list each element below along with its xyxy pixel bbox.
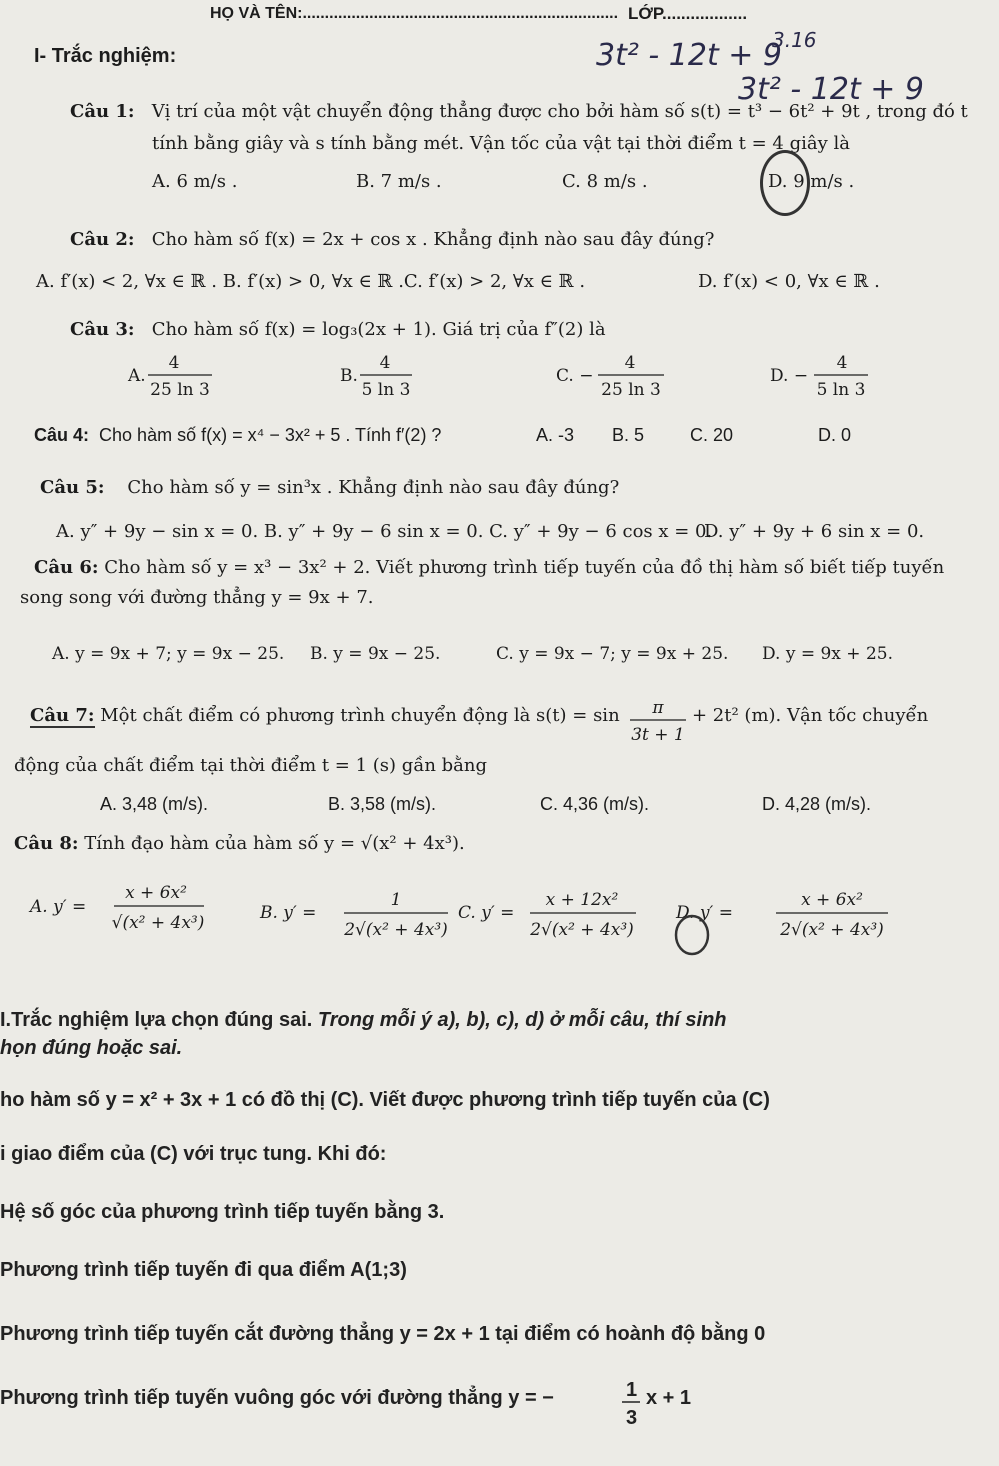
fraction-numerator: 4 (624, 353, 636, 373)
option-c: C. 20 (690, 425, 734, 445)
question-label: Câu 8: (14, 833, 79, 854)
statement-a: Hệ số góc của phương trình tiếp tuyến bằng 3. (0, 1201, 445, 1223)
fraction-numerator: x + 6x² (801, 890, 863, 910)
option-d: D. 0 (818, 425, 852, 445)
fraction-denominator: 5 ln 3 (816, 380, 866, 400)
handwritten-note: 3.16 (772, 28, 817, 52)
question-text: tính bằng giây và s tính bằng mét. Vận tốc của vật tại thời điểm t = 4 giây là (152, 133, 850, 154)
section-title (0, 1008, 727, 1032)
fraction-numerator: 1 (626, 1379, 638, 1401)
question-6 (34, 556, 944, 580)
question-text: động của chất điểm tại thời điểm t = 1 (s) gần bằng (14, 755, 488, 776)
question-text: Cho hàm số f(x) = x⁴ − 3x² + 5 . Tính f′(2) ? (99, 425, 442, 445)
option-a: A. 6 m/s . (152, 171, 238, 192)
question-label: Câu 6: (34, 557, 99, 578)
name-field-label: HỌ VÀ TÊN:....................................................................... (210, 5, 619, 22)
fraction-numerator: 1 (390, 890, 402, 910)
option-b-prefix: B. y′ = (260, 903, 317, 923)
statement-d-tail: x + 1 (646, 1387, 692, 1409)
option-b: B. 7 m/s . (356, 171, 442, 192)
statement-c: Phương trình tiếp tuyến cắt đường thẳng y = 2x + 1 tại điểm có hoành độ bằng 0 (0, 1323, 766, 1345)
question-4 (34, 423, 441, 447)
fraction-numerator: 4 (379, 353, 391, 373)
option-c: C. 4,36 (m/s). (540, 794, 650, 814)
fraction-denominator: 25 ln 3 (601, 380, 661, 400)
option-a: A. 3,48 (m/s). (100, 794, 209, 814)
option-b: B. 5 (612, 425, 645, 445)
handwritten-note: 3t² - 12t + 9 (596, 38, 783, 73)
option-a-prefix: A. (128, 366, 146, 386)
fraction-denominator: √(x² + 4x³) (111, 913, 205, 933)
option-d: D. f′(x) < 0, ∀x ∈ ℝ . (698, 271, 880, 292)
fraction-denominator: 2√(x² + 4x³) (344, 920, 448, 940)
section-title-italic: Trong mỗi ý a), b), c), d) ở mỗi câu, thí sinh (312, 1009, 727, 1031)
fraction-denominator: 3 (626, 1407, 638, 1429)
question-text: Cho hàm số y = sin³x . Khẳng định nào sau đây đúng? (127, 477, 620, 498)
option-a: A. -3 (536, 425, 575, 445)
question-8 (14, 832, 465, 856)
question-text: Cho hàm số y = x³ − 3x² + 2. Viết phương trình tiếp tuyến của đồ thị hàm số biết tiếp tuyến (104, 557, 945, 578)
option-b: B. y = 9x − 25. (310, 644, 441, 664)
option-d: D. y = 9x + 25. (762, 644, 893, 664)
question-label: Câu 1: (70, 101, 135, 122)
option-d-prefix: D. − (770, 366, 809, 386)
class-field-label: LỚP.................. (628, 4, 748, 23)
fraction-numerator: 4 (836, 353, 848, 373)
question-text: song song với đường thẳng y = 9x + 7. (20, 587, 374, 608)
question-text: Vị trí của một vật chuyển động thẳng được cho bởi hàm số s(t) = t³ − 6t² + 9t , trong đó t (151, 101, 968, 122)
fraction-denominator: 25 ln 3 (150, 380, 210, 400)
fraction-numerator: 4 (168, 353, 180, 373)
handwritten-note: 3t² - 12t + 9 (738, 72, 925, 107)
option-b: B. 3,58 (m/s). (328, 794, 437, 814)
options-a-b-c: A. f′(x) < 2, ∀x ∈ ℝ . B. f′(x) > 0, ∀x ∈ ℝ .C. f′(x) > 2, ∀x ∈ ℝ . (36, 271, 586, 292)
option-d: D. y″ + 9y + 6 sin x = 0. (704, 521, 925, 542)
fraction-numerator: x + 12x² (545, 890, 619, 910)
question-5 (40, 476, 619, 500)
question-stem: i giao điểm của (C) với trục tung. Khi đó: (0, 1143, 387, 1165)
option-a: A. y = 9x + 7; y = 9x − 25. (52, 644, 285, 664)
option-c: C. 8 m/s . (562, 171, 648, 192)
question-label: Câu 5: (40, 477, 105, 498)
question-7 (30, 704, 620, 728)
question-label: Câu 4: (34, 425, 90, 445)
option-b-prefix: B. (340, 366, 358, 386)
fraction-denominator: 2√(x² + 4x³) (780, 920, 884, 940)
options-a-b-c: A. y″ + 9y − sin x = 0. B. y″ + 9y − 6 sin x = 0. C. y″ + 9y − 6 cos x = 0. (56, 521, 713, 542)
section-instructions: họn đúng hoặc sai. (0, 1037, 183, 1059)
fraction-denominator: 5 ln 3 (361, 380, 411, 400)
question-text: + 2t² (m). Vận tốc chuyển (692, 705, 929, 726)
option-d: D. 9 m/s . (768, 171, 855, 192)
question-stem: ho hàm số y = x² + 3x + 1 có đồ thị (C). Viết được phương trình tiếp tuyến của (C) (0, 1089, 770, 1111)
option-a-prefix: A. y′ = (30, 897, 87, 917)
option-d-prefix: D. y′ = (676, 903, 733, 923)
question-text: Cho hàm số f(x) = 2x + cos x . Khẳng định nào sau đây đúng? (151, 229, 715, 250)
section-title: I- Trắc nghiệm: (34, 45, 177, 67)
option-d: D. 4,28 (m/s). (762, 794, 872, 814)
question-text: Tính đạo hàm của hàm số y = √(x² + 4x³). (84, 833, 465, 854)
question-text: Cho hàm số f(x) = log₃(2x + 1). Giá trị của f″(2) là (151, 319, 606, 340)
statement-d: Phương trình tiếp tuyến vuông góc với đường thẳng y = − (0, 1387, 554, 1409)
question-label: Câu 7: (30, 705, 95, 726)
statement-b: Phương trình tiếp tuyến đi qua điểm A(1;3) (0, 1259, 407, 1281)
fraction-denominator: 2√(x² + 4x³) (530, 920, 634, 940)
option-c-prefix: C. y′ = (458, 903, 515, 923)
fraction-numerator: π (652, 698, 664, 718)
question-label: Câu 2: (70, 229, 135, 250)
fraction-denominator: 3t + 1 (631, 725, 685, 745)
question-label: Câu 3: (70, 319, 135, 340)
question-text: Một chất điểm có phương trình chuyển động là s(t) = sin (100, 705, 620, 726)
section-title-bold: I.Trắc nghiệm lựa chọn đúng sai. (0, 1009, 313, 1031)
option-c: C. y = 9x − 7; y = 9x + 25. (496, 644, 729, 664)
option-c-prefix: C. − (556, 366, 594, 386)
fraction-numerator: x + 6x² (125, 883, 187, 903)
